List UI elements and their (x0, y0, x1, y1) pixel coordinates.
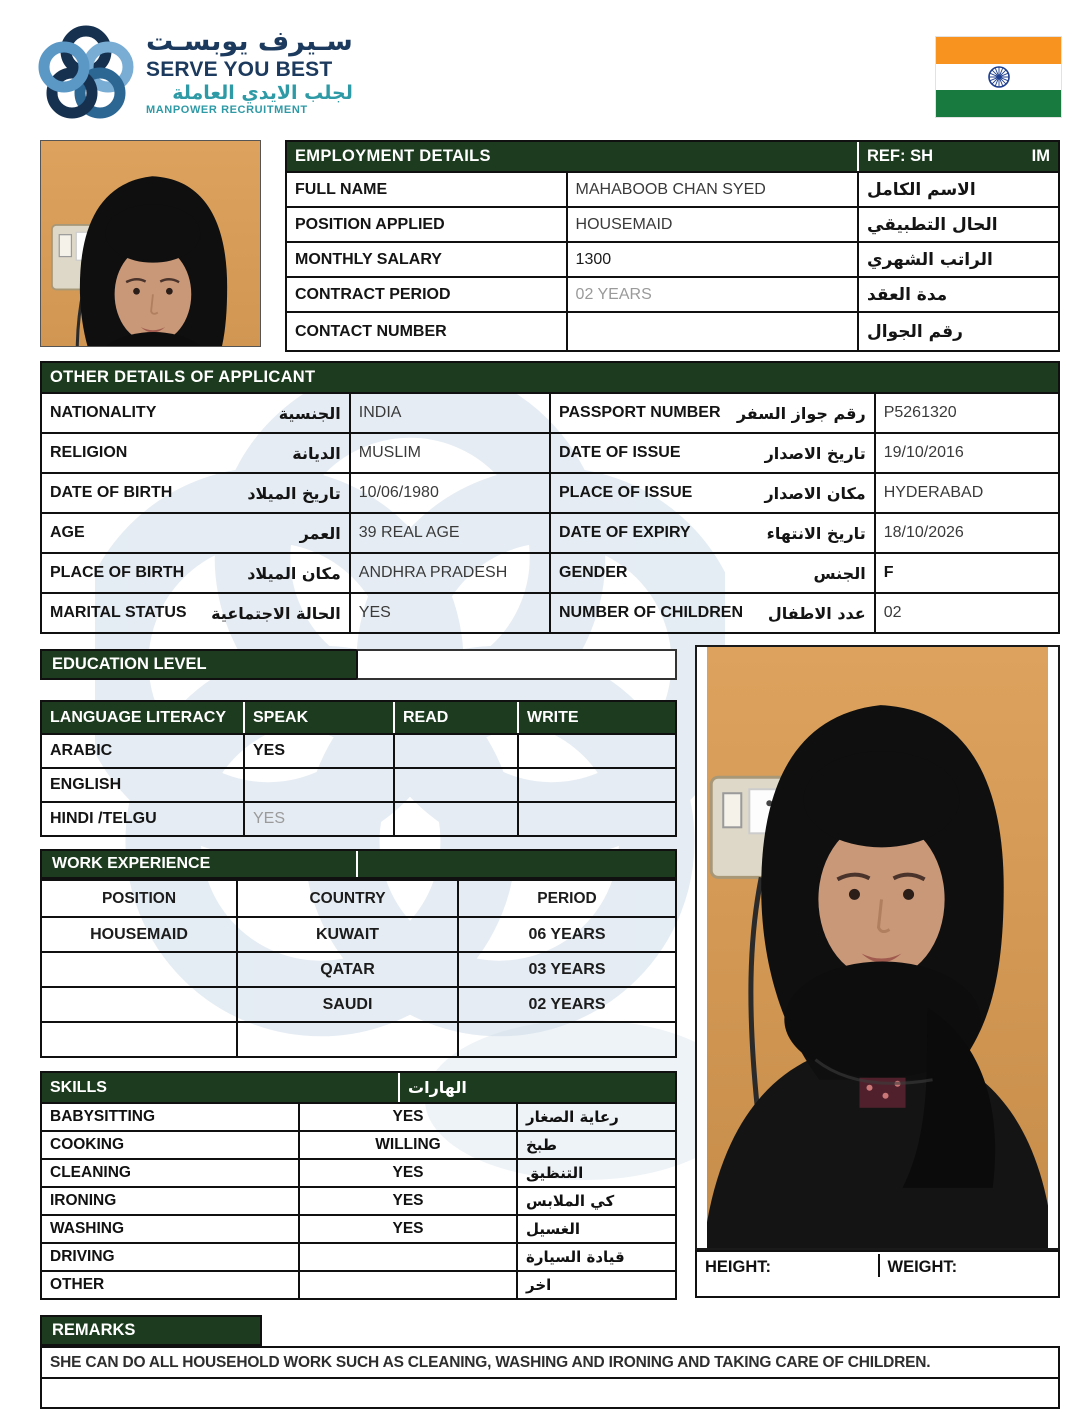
skills-table (40, 1071, 677, 1300)
other-details-table (40, 361, 1060, 634)
work-experience-header: WORK EXPERIENCE (52, 855, 211, 872)
skill-name: IRONING (50, 1192, 117, 1209)
language-literacy-table (40, 700, 677, 837)
logo-knot-icon (38, 24, 134, 120)
field-arabic-label: مكان الميلاد (247, 563, 341, 583)
skills-header-row (42, 1073, 675, 1102)
skill-value (298, 1272, 516, 1298)
ref-suffix: IM (1031, 147, 1050, 165)
table-row (42, 1130, 675, 1158)
table-row (287, 171, 1058, 206)
other-details-header-row (42, 363, 1058, 392)
remarks-text: SHE CAN DO ALL HOUSEHOLD WORK SUCH AS CLEANING, WASHING AND IRONING AND TAKING CARE OF CHILDREN. (50, 1353, 931, 1371)
field-value: INDIA (349, 394, 549, 432)
position-value (42, 1023, 236, 1056)
table-row (42, 1158, 675, 1186)
table-row (287, 206, 1058, 241)
period-value: 02 YEARS (457, 988, 675, 1021)
field-arabic-label: مكان الاصدار (764, 483, 866, 503)
table-row (42, 767, 675, 801)
field-value (566, 313, 857, 350)
field-label: AGE (50, 524, 85, 541)
field-value: MAHABOOB CHAN SYED (566, 173, 857, 206)
speak-value: YES (243, 803, 393, 835)
field-arabic-label: مدة العقد (857, 278, 1058, 311)
field-label: CONTRACT PERIOD (295, 285, 451, 303)
logo-title: SERVE YOU BEST (146, 57, 333, 81)
table-row (42, 801, 675, 835)
field-value: P5261320 (874, 394, 1058, 432)
period-value (457, 1023, 675, 1056)
write-value (517, 803, 675, 835)
country-value (236, 1023, 457, 1056)
india-flag (935, 36, 1062, 118)
field-value: ANDHRA PRADESH (349, 554, 549, 592)
skill-name: WASHING (50, 1220, 125, 1237)
field-label: PLACE OF ISSUE (559, 484, 693, 501)
table-row (42, 472, 1058, 512)
remarks-empty-row (42, 1377, 1058, 1407)
field-arabic-label: الحال التطبيقي (857, 208, 1058, 241)
education-level-value (356, 649, 677, 680)
remarks-table (40, 1346, 1060, 1409)
field-label: PASSPORT NUMBER (559, 404, 721, 421)
field-value: 19/10/2016 (874, 434, 1058, 472)
skill-name: OTHER (50, 1276, 105, 1293)
table-row (42, 733, 675, 767)
field-arabic-label: الاسم الكامل (857, 173, 1058, 206)
skill-value: YES (298, 1216, 516, 1242)
skill-name: COOKING (50, 1136, 125, 1153)
table-row (42, 916, 675, 951)
read-value (393, 769, 517, 801)
field-label: POSITION APPLIED (295, 215, 445, 233)
field-label: DATE OF BIRTH (50, 484, 173, 501)
field-label: RELIGION (50, 444, 128, 461)
table-row (42, 392, 1058, 432)
education-level-header: EDUCATION LEVEL (40, 649, 356, 680)
write-value (517, 735, 675, 767)
employment-header: EMPLOYMENT DETAILS (295, 147, 491, 165)
skills-header-arabic: الهارات (398, 1073, 675, 1102)
position-value (42, 953, 236, 986)
skill-value: YES (298, 1160, 516, 1186)
field-label: DATE OF ISSUE (559, 444, 681, 461)
speak-value: YES (243, 735, 393, 767)
column-header: COUNTRY (236, 881, 457, 916)
field-value: HOUSEMAID (566, 208, 857, 241)
skill-name: CLEANING (50, 1164, 131, 1181)
language-name: ARABIC (50, 742, 113, 759)
field-arabic-label: الحالة الاجتماعية (211, 603, 341, 623)
skill-name: DRIVING (50, 1248, 115, 1265)
field-value: 18/10/2026 (874, 514, 1058, 552)
flag-green-band (936, 90, 1061, 117)
skill-arabic: التنظيق (516, 1160, 675, 1186)
table-row (42, 1102, 675, 1130)
skill-name: BABYSITTING (50, 1108, 156, 1125)
table-row (42, 512, 1058, 552)
field-value: 02 YEARS (566, 278, 857, 311)
skill-value (298, 1244, 516, 1270)
field-label: MARITAL STATUS (50, 604, 187, 621)
column-header: READ (393, 702, 517, 733)
skill-arabic: طبخ (516, 1132, 675, 1158)
field-value: 39 REAL AGE (349, 514, 549, 552)
employment-details-table (285, 140, 1060, 352)
table-row (287, 311, 1058, 350)
work-experience-table (40, 879, 677, 1058)
read-value (393, 803, 517, 835)
field-arabic-label: عدد الاطفال (767, 603, 866, 623)
field-arabic-label: رقم الجوال (857, 313, 1058, 350)
company-logo (38, 24, 353, 120)
field-label: MONTHLY SALARY (295, 250, 442, 268)
skill-arabic: اخر (516, 1272, 675, 1298)
education-level-row (40, 649, 677, 680)
period-value: 03 YEARS (457, 953, 675, 986)
skill-value: WILLING (298, 1132, 516, 1158)
table-row (42, 1021, 675, 1056)
column-header: SPEAK (243, 702, 393, 733)
field-label: FULL NAME (295, 180, 388, 198)
language-name: HINDI /TELGU (50, 810, 157, 827)
work-columns-row (42, 881, 675, 916)
field-label: NUMBER OF CHILDREN (559, 604, 743, 621)
field-label: DATE OF EXPIRY (559, 524, 691, 541)
field-value: 1300 (566, 243, 857, 276)
ashoka-chakra-icon (987, 65, 1011, 89)
field-label: CONTACT NUMBER (295, 322, 447, 340)
field-label: PLACE OF BIRTH (50, 564, 185, 581)
skill-arabic: الغسيل (516, 1216, 675, 1242)
skills-header: SKILLS (50, 1078, 107, 1096)
logo-arabic-subtitle: لجلب الايدي العاملة (172, 82, 353, 105)
skill-value: YES (298, 1104, 516, 1130)
field-value: 02 (874, 594, 1058, 632)
table-row (42, 1186, 675, 1214)
table-row (42, 432, 1058, 472)
field-label: GENDER (559, 564, 628, 581)
flag-saffron-band (936, 37, 1061, 64)
period-value: 06 YEARS (457, 918, 675, 951)
field-value: YES (349, 594, 549, 632)
other-details-header: OTHER DETAILS OF APPLICANT (50, 368, 316, 386)
table-row (287, 241, 1058, 276)
field-value: 10/06/1980 (349, 474, 549, 512)
language-name: ENGLISH (50, 776, 122, 793)
column-header: PERIOD (457, 881, 675, 916)
write-value (517, 769, 675, 801)
field-arabic-label: تاريخ الاصدار (764, 443, 866, 463)
table-row (42, 1270, 675, 1298)
column-header: LANGUAGE LITERACY (50, 708, 226, 726)
field-arabic-label: تاريخ الانتهاء (766, 523, 866, 543)
table-row (42, 592, 1058, 632)
skill-value: YES (298, 1188, 516, 1214)
read-value (393, 735, 517, 767)
work-experience-header-spacer (356, 851, 675, 877)
field-value: HYDERABAD (874, 474, 1058, 512)
speak-value (243, 769, 393, 801)
logo-arabic-title: سـيرف يوبسـت (146, 26, 353, 58)
field-arabic-label: الجنسية (278, 403, 341, 423)
field-arabic-label: الراتب الشهري (857, 243, 1058, 276)
work-experience-header-bar (40, 849, 677, 879)
skill-arabic: كي الملابس (516, 1188, 675, 1214)
field-label: NATIONALITY (50, 404, 157, 421)
language-header-row (42, 702, 675, 733)
table-row (42, 1214, 675, 1242)
field-value: F (874, 554, 1058, 592)
applicant-photo-large (695, 645, 1060, 1250)
column-header: POSITION (101, 889, 177, 907)
weight-label: WEIGHT: (878, 1254, 1059, 1277)
skill-arabic: رعاية الصغار (516, 1104, 675, 1130)
field-arabic-label: الجنس (813, 563, 866, 583)
position-value (42, 988, 236, 1021)
table-row (42, 986, 675, 1021)
table-row (42, 552, 1058, 592)
flag-white-band (936, 64, 1061, 90)
height-label: HEIGHT: (705, 1258, 771, 1276)
ref-label: REF: SH (867, 147, 933, 165)
field-arabic-label: تاريخ الميلاد (247, 483, 341, 503)
position-value: HOUSEMAID (90, 925, 188, 943)
country-value: QATAR (236, 953, 457, 986)
table-row (42, 1242, 675, 1270)
skill-arabic: قيادة السيارة (516, 1244, 675, 1270)
measurements-row (695, 1250, 1060, 1298)
applicant-photo-thumbnail (40, 140, 261, 347)
remarks-header: REMARKS (40, 1315, 262, 1346)
country-value: SAUDI (236, 988, 457, 1021)
employment-header-row (287, 142, 1058, 171)
column-header: WRITE (517, 702, 675, 733)
employment-ref (857, 142, 1058, 171)
table-row (287, 276, 1058, 311)
field-arabic-label: رقم جواز السفر (736, 403, 866, 423)
field-value: MUSLIM (349, 434, 549, 472)
country-value: KUWAIT (236, 918, 457, 951)
table-row (42, 951, 675, 986)
logo-subtitle: MANPOWER RECRUITMENT (146, 104, 308, 117)
field-arabic-label: الديانة (292, 443, 341, 463)
field-arabic-label: العمر (299, 523, 341, 543)
